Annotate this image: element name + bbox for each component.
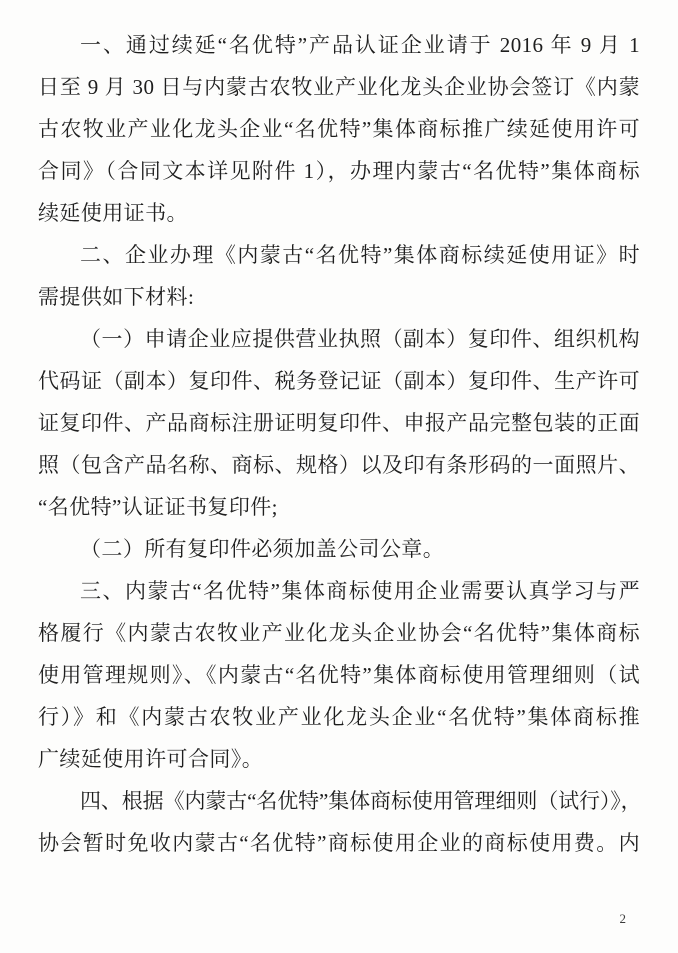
text-line: 代码证（副本）复印件、税务登记证（副本）复印件、生产许可: [38, 369, 640, 393]
text-line: 需提供如下材料:: [38, 285, 195, 309]
text-line: 使用管理规则》、《内蒙古“名优特”集体商标使用管理细则（试: [38, 663, 640, 687]
text-line: 古农牧业产业化龙头企业“名优特”集体商标推广续延使用许可: [38, 117, 640, 141]
text-line: 续延使用证书。: [38, 201, 188, 225]
paragraph-3: [38, 318, 640, 528]
text-line: 二、企业办理《内蒙古“名优特”集体商标续延使用证》时: [80, 243, 640, 267]
paragraph-6: [38, 780, 640, 864]
document-body: [38, 24, 640, 864]
text-line: 行）》和《内蒙古农牧业产业化龙头企业“名优特”集体商标推: [38, 705, 640, 729]
paragraph-4: [38, 528, 640, 570]
text-line: 广续延使用许可合同》。: [38, 747, 264, 771]
page-number: 2: [619, 911, 626, 926]
text-line: 协会暂时免收内蒙古“名优特”商标使用企业的商标使用费。内: [38, 831, 640, 855]
text-line: 照（包含产品名称、商标、规格）以及印有条形码的一面照片、: [38, 453, 640, 477]
text-line: 四、根据《内蒙古“名优特”集体商标使用管理细则（试行）》，: [80, 789, 640, 813]
paragraph-1: [38, 24, 640, 234]
paragraph-5: [38, 570, 640, 780]
text-line: 格履行《内蒙古农牧业产业化龙头企业协会“名优特”集体商标: [38, 621, 640, 645]
text-line: 一、通过续延“名优特”产品认证企业请于 2016 年 9 月 1: [80, 33, 640, 57]
text-line: “名优特”认证证书复印件;: [38, 495, 278, 519]
text-line: 合同》（合同文本详见附件 1），办理内蒙古“名优特”集体商标: [38, 159, 640, 183]
text-line: （二）所有复印件必须加盖公司公章。: [80, 537, 445, 561]
text-line: （一）申请企业应提供营业执照（副本）复印件、组织机构: [80, 327, 640, 351]
text-line: 三、内蒙古“名优特”集体商标使用企业需要认真学习与严: [80, 579, 640, 603]
text-line: 日至 9 月 30 日与内蒙古农牧业产业化龙头企业协会签订《内蒙: [38, 75, 640, 99]
text-line: 证复印件、产品商标注册证明复印件、申报产品完整包装的正面: [38, 411, 640, 435]
paragraph-2: [38, 234, 640, 318]
